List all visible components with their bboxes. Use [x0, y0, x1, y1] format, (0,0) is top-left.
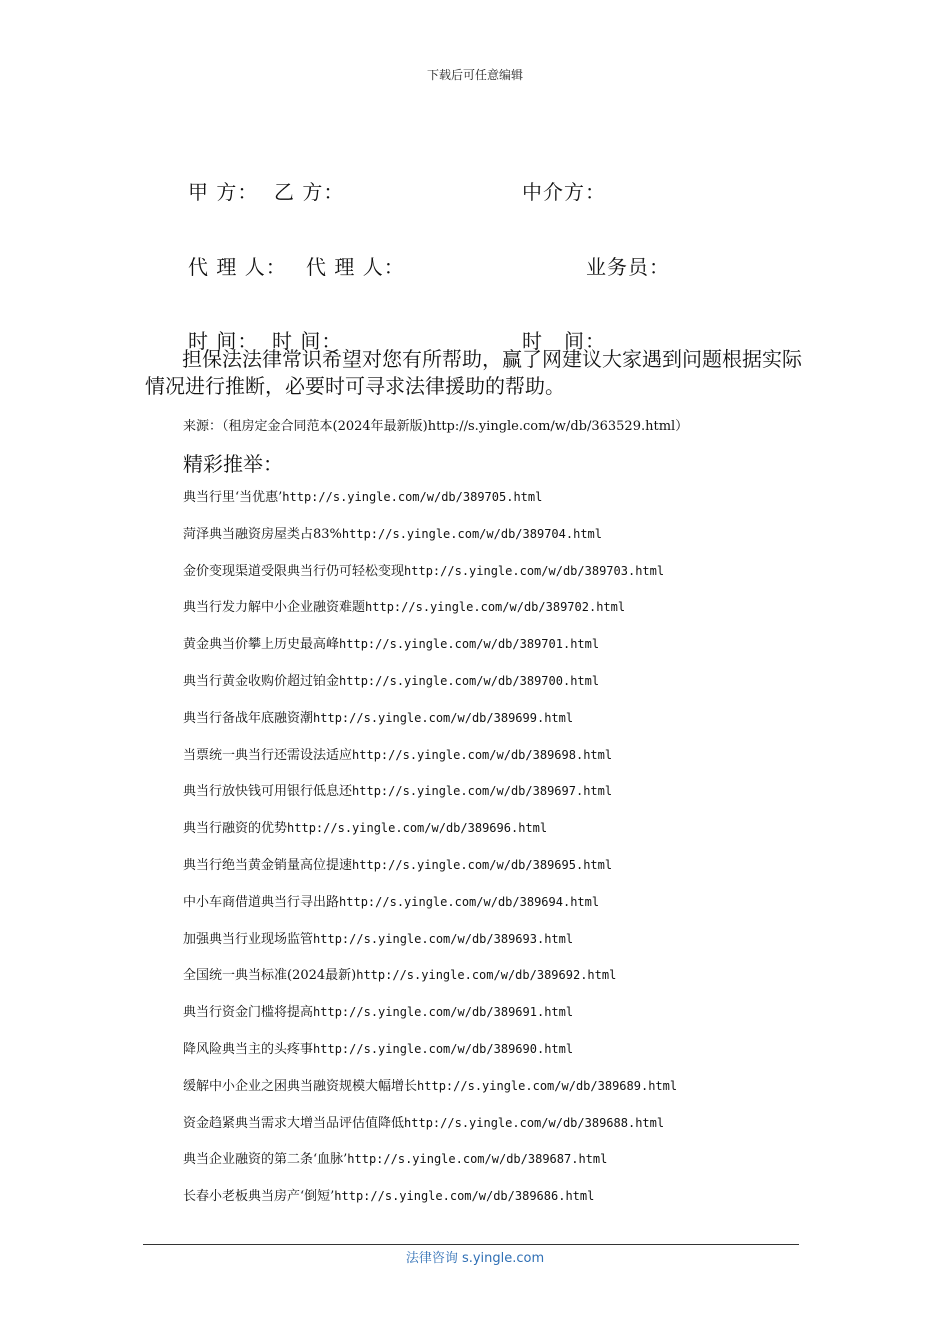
- link-title: 典当行发力解中小企业融资难题: [183, 600, 366, 616]
- advice-paragraph: 担保法法律常识希望对您有所帮助，赢了网建议大家遇到问题根据实际情况进行推断，必要时可寻求法律援助的帮助。: [145, 347, 802, 398]
- link-title: 菏泽典当融资房屋类占83%: [183, 526, 342, 542]
- list-item[interactable]: [183, 598, 677, 635]
- list-item[interactable]: [183, 525, 677, 562]
- agent-b-label: 代 理 人：: [306, 255, 405, 279]
- link-url[interactable]: http://s.yingle.com/w/db/389698.html: [352, 747, 613, 762]
- link-title: 加强典当行业现场监管: [183, 931, 314, 947]
- link-title: 长春小老板典当房产‘倒短’: [183, 1189, 335, 1205]
- list-item[interactable]: [183, 709, 677, 746]
- list-item[interactable]: [183, 1077, 677, 1114]
- link-url[interactable]: http://s.yingle.com/w/db/389690.html: [313, 1041, 574, 1056]
- link-url[interactable]: http://s.yingle.com/w/db/389699.html: [313, 710, 574, 725]
- link-title: 资金趋紧典当需求大增当品评估值降低: [183, 1115, 405, 1131]
- party-a-label: 甲 方：: [188, 180, 259, 204]
- list-item[interactable]: [183, 930, 677, 967]
- list-item[interactable]: [183, 672, 677, 709]
- link-title: 全国统一典当标准(2024最新): [183, 968, 357, 984]
- list-item[interactable]: [183, 782, 677, 819]
- link-title: 缓解中小企业之困典当融资规模大幅增长: [183, 1078, 418, 1094]
- link-title: 中小车商借道典当行寻出路: [183, 894, 340, 910]
- salesperson-label: 业务员：: [586, 255, 670, 279]
- time-c-label: 时 间：: [522, 329, 606, 353]
- link-url[interactable]: http://s.yingle.com/w/db/389691.html: [313, 1005, 574, 1020]
- list-item[interactable]: [183, 1003, 677, 1040]
- link-title: 典当行资金门槛将提高: [183, 1005, 314, 1021]
- link-title: 典当行备战年底融资潮: [183, 710, 314, 726]
- link-title: 金价变现渠道受限典当行仍可轻松变现: [183, 563, 405, 579]
- link-url[interactable]: http://s.yingle.com/w/db/389704.html: [341, 526, 602, 541]
- list-item[interactable]: [183, 1150, 677, 1187]
- link-title: 典当行融资的优势: [183, 821, 288, 837]
- list-item[interactable]: [183, 966, 677, 1003]
- list-item[interactable]: [183, 488, 677, 525]
- link-url[interactable]: http://s.yingle.com/w/db/389686.html: [334, 1189, 595, 1204]
- page-header: 下载后可任意编辑: [426, 68, 523, 82]
- list-item[interactable]: [183, 746, 677, 783]
- link-url[interactable]: http://s.yingle.com/w/db/389694.html: [339, 894, 600, 909]
- intermediary-label: 中介方：: [522, 180, 606, 204]
- link-url[interactable]: http://s.yingle.com/w/db/389705.html: [282, 490, 543, 504]
- recommendations-title: 精彩推举：: [183, 452, 283, 476]
- link-url[interactable]: http://s.yingle.com/w/db/389696.html: [287, 821, 548, 836]
- list-item[interactable]: [183, 1114, 677, 1151]
- link-title: 黄金典当价攀上历史最高峰: [183, 637, 340, 653]
- link-url[interactable]: http://s.yingle.com/w/db/389700.html: [339, 673, 600, 688]
- time-b-label: 时 间：: [272, 329, 343, 353]
- agent-a-label: 代 理 人：: [188, 255, 287, 279]
- link-url[interactable]: http://s.yingle.com/w/db/389695.html: [352, 857, 613, 872]
- link-url[interactable]: http://s.yingle.com/w/db/389693.html: [313, 931, 574, 946]
- recommendations-list: [183, 488, 677, 1224]
- link-url[interactable]: http://s.yingle.com/w/db/389702.html: [365, 600, 626, 615]
- list-item[interactable]: [183, 635, 677, 672]
- list-item[interactable]: [183, 1040, 677, 1077]
- link-title: 降风险典当主的头疼事: [183, 1041, 314, 1057]
- list-item[interactable]: [183, 819, 677, 856]
- list-item[interactable]: [183, 893, 677, 930]
- list-item[interactable]: [183, 856, 677, 893]
- party-b-label: 乙 方：: [274, 180, 345, 204]
- footer-link[interactable]: 法律咨询 s.yingle.com: [405, 1251, 545, 1266]
- source-line: 来源：（租房定金合同范本(2024年最新版)http://s.yingle.com/w/db/363529.html）: [183, 419, 689, 434]
- link-url[interactable]: http://s.yingle.com/w/db/389687.html: [347, 1152, 608, 1167]
- link-title: 典当行放快钱可用银行低息还: [183, 784, 353, 800]
- link-url[interactable]: http://s.yingle.com/w/db/389689.html: [417, 1078, 678, 1093]
- time-a-label: 时 间：: [188, 329, 259, 353]
- link-title: 当票统一典当行还需设法适应: [183, 747, 353, 763]
- link-title: 典当企业融资的第二条‘血脉’: [183, 1152, 348, 1168]
- link-title: 典当行里‘当优惠’: [183, 490, 283, 505]
- link-title: 典当行黄金收购价超过铂金: [183, 673, 340, 689]
- list-item[interactable]: [183, 562, 677, 599]
- link-url[interactable]: http://s.yingle.com/w/db/389688.html: [404, 1115, 665, 1130]
- link-url[interactable]: http://s.yingle.com/w/db/389692.html: [356, 968, 617, 983]
- link-url[interactable]: http://s.yingle.com/w/db/389697.html: [352, 784, 613, 799]
- link-title: 典当行绝当黄金销量高位提速: [183, 857, 353, 873]
- footer-divider: [143, 1244, 799, 1245]
- list-item[interactable]: [183, 1187, 677, 1224]
- link-url[interactable]: http://s.yingle.com/w/db/389703.html: [404, 563, 665, 578]
- link-url[interactable]: http://s.yingle.com/w/db/389701.html: [339, 637, 600, 652]
